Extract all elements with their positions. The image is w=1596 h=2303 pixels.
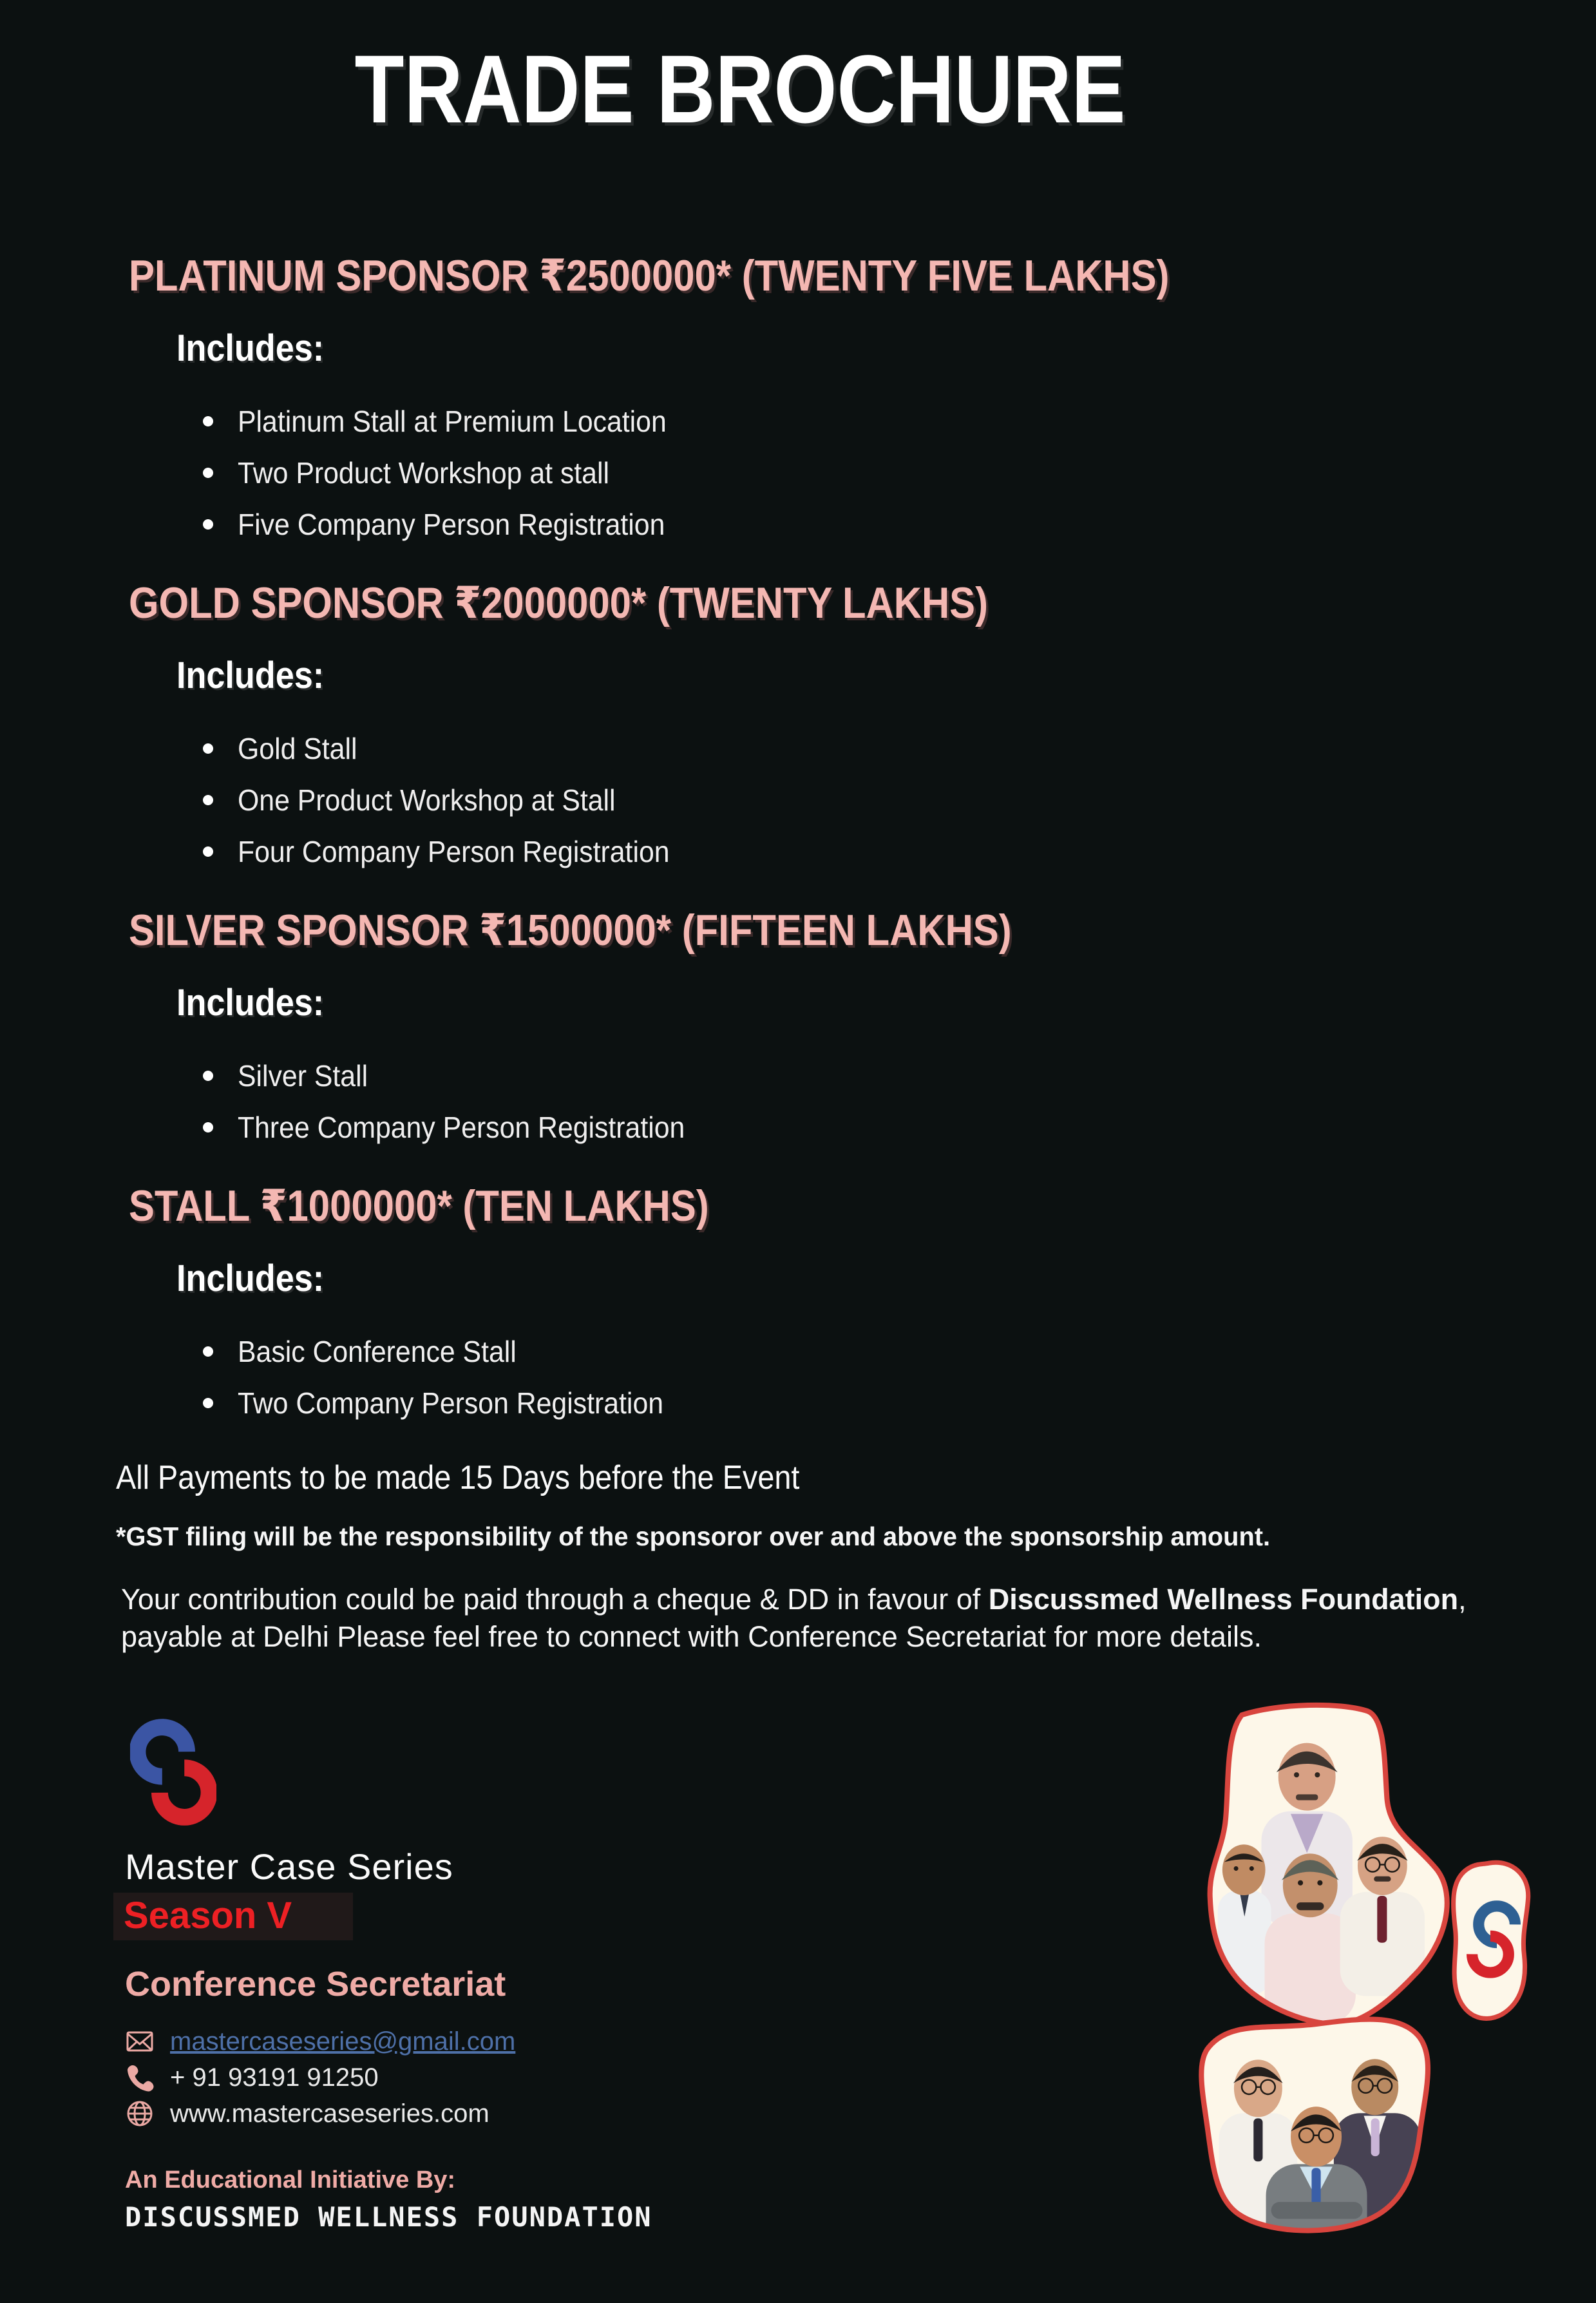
phone-number: + 91 93191 91250 [170, 2063, 379, 2092]
contribution-note [121, 1581, 1493, 1656]
list-item: Two Product Workshop at stall [203, 447, 1507, 499]
list-item: Basic Conference Stall [203, 1326, 1507, 1377]
bullet-dot [203, 743, 213, 754]
list-item: Three Company Person Registration [203, 1102, 1507, 1153]
page-title: TRADE BROCHURE [354, 35, 1126, 143]
includes-label: Includes: [176, 982, 325, 1024]
bullet-dot [203, 468, 213, 478]
bullet-dot [203, 519, 213, 530]
includes-label: Includes: [176, 655, 325, 696]
bullet-dot [203, 1122, 213, 1132]
email-row [125, 2025, 889, 2058]
website-url: www.mastercaseseries.com [170, 2099, 489, 2128]
logo-pebble-blob [1445, 1858, 1543, 2024]
section-stall [116, 1183, 1507, 1429]
brand-name: Master Case Series [125, 1846, 453, 1887]
website-row [125, 2098, 889, 2130]
list-item: Four Company Person Registration [203, 826, 1507, 877]
contribution-prefix: Your contribution could be paid through a cheque & DD in favour of [121, 1583, 989, 1616]
bullet-dot [203, 416, 213, 426]
contact-list [125, 2025, 889, 2130]
list-item: Platinum Stall at Premium Location [203, 396, 1507, 447]
list-item: One Product Workshop at Stall [203, 774, 1507, 826]
season-label: Season V [113, 1893, 353, 1940]
secretariat-heading: Conference Secretariat [125, 1965, 506, 2003]
bullet-dot [203, 795, 213, 805]
globe-icon [125, 2099, 155, 2128]
gold-items [203, 723, 1507, 877]
list-item: Silver Stall [203, 1050, 1507, 1102]
silver-items [203, 1050, 1507, 1153]
master-case-series-logo [130, 1714, 216, 1831]
contribution-suffix: , payable at Delhi Please feel free to connect with Conference Secretariat for more details. [121, 1583, 1467, 1653]
initiative-label: An Educational Initiative By: [125, 2166, 456, 2193]
gst-note: *GST filing will be the responsibility of the sponsoror over and above the sponsorship amount. [116, 1522, 1271, 1551]
bullet-dot [203, 1346, 213, 1357]
bullet-dot [203, 846, 213, 857]
foundation-name: DISCUSSMED WELLNESS FOUNDATION [125, 2201, 652, 2233]
gold-heading: GOLD SPONSOR ₹2000000* (TWENTY LAKHS) [129, 578, 989, 627]
silver-heading: SILVER SPONSOR ₹1500000* (FIFTEEN LAKHS) [129, 906, 1012, 955]
platinum-heading: PLATINUM SPONSOR ₹2500000* (TWENTY FIVE LAKHS) [129, 251, 1170, 300]
season-badge [116, 1893, 889, 1940]
list-item: Five Company Person Registration [203, 499, 1507, 550]
bullet-dot [203, 1071, 213, 1081]
phone-icon [125, 2063, 155, 2092]
includes-label: Includes: [176, 327, 325, 369]
payment-note: All Payments to be made 15 Days before the Event [116, 1459, 800, 1496]
doctor-photo [1218, 1844, 1271, 1994]
section-silver [116, 907, 1507, 1153]
list-item: Two Company Person Registration [203, 1377, 1507, 1429]
platinum-items [203, 396, 1507, 550]
includes-label: Includes: [176, 1257, 325, 1299]
section-platinum [116, 253, 1507, 550]
sponsorship-content [116, 253, 1507, 1656]
stall-items [203, 1326, 1507, 1429]
bullet-dot [203, 1398, 213, 1408]
phone-row [125, 2061, 889, 2094]
sponsors-photo-collage-bottom [1189, 2002, 1440, 2244]
section-gold [116, 580, 1507, 877]
stall-heading: STALL ₹1000000* (TEN LAKHS) [129, 1181, 709, 1230]
sponsors-photo-collage-top [1199, 1702, 1454, 2027]
list-item: Gold Stall [203, 723, 1507, 774]
envelope-icon [125, 2027, 155, 2056]
foundation-name-inline: Discussmed Wellness Foundation [988, 1583, 1459, 1616]
footer [116, 1714, 889, 2233]
email-link[interactable]: mastercaseseries@gmail.com [170, 2027, 516, 2056]
